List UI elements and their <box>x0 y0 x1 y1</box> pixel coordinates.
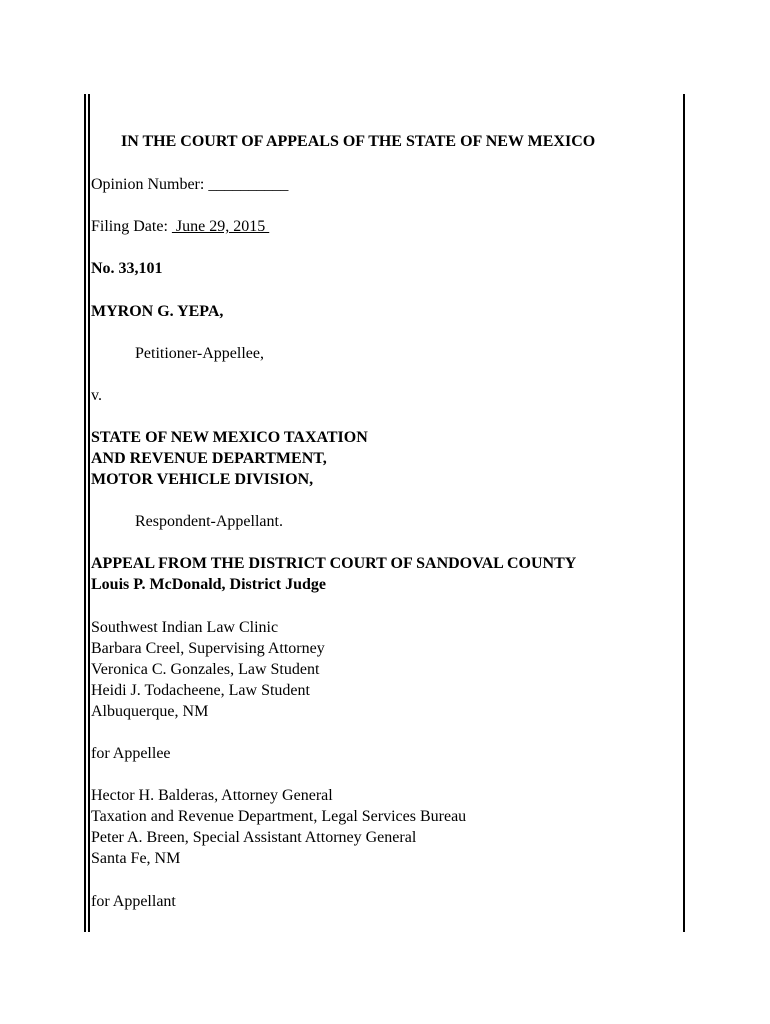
versus: v. <box>91 387 102 404</box>
district-judge: Louis P. McDonald, District Judge <box>91 576 326 593</box>
opinion-number-value: __________ <box>208 176 289 193</box>
appellee-counsel-line: Barbara Creel, Supervising Attorney <box>91 640 325 657</box>
petitioner-role: Petitioner-Appellee, <box>135 345 264 362</box>
appellee-counsel-line: Albuquerque, NM <box>91 703 209 720</box>
for-appellee: for Appellee <box>91 745 171 762</box>
appellant-counsel-line: Peter A. Breen, Special Assistant Attorney General <box>91 829 417 846</box>
right-margin-rule <box>683 94 685 932</box>
appellant-counsel-line: Santa Fe, NM <box>91 850 181 867</box>
appellee-counsel-line: Veronica C. Gonzales, Law Student <box>91 661 320 678</box>
opinion-number-label: Opinion Number: <box>91 176 205 193</box>
left-margin-rule-outer <box>84 94 86 932</box>
case-number: No. 33,101 <box>91 260 163 277</box>
petitioner-name: MYRON G. YEPA, <box>91 303 224 320</box>
for-appellant: for Appellant <box>91 893 176 910</box>
respondent-name-line-3: MOTOR VEHICLE DIVISION, <box>91 471 314 488</box>
appeal-from: APPEAL FROM THE DISTRICT COURT OF SANDOVAL COUNTY <box>91 555 577 572</box>
opinion-number-line <box>91 174 288 195</box>
appellee-counsel-line: Southwest Indian Law Clinic <box>91 619 279 636</box>
filing-date-value: June 29, 2015 <box>171 218 270 235</box>
appellant-counsel-line: Taxation and Revenue Department, Legal Services Bureau <box>91 808 467 825</box>
appellee-counsel-line: Heidi J. Todacheene, Law Student <box>91 682 310 699</box>
left-margin-rule-inner <box>88 94 90 932</box>
respondent-name-line-2: AND REVENUE DEPARTMENT, <box>91 450 327 467</box>
appellant-counsel-line: Hector H. Balderas, Attorney General <box>91 787 333 804</box>
respondent-name-line-1: STATE OF NEW MEXICO TAXATION <box>91 429 368 446</box>
filing-date-line <box>91 216 269 237</box>
court-title: IN THE COURT OF APPEALS OF THE STATE OF NEW MEXICO <box>121 133 596 150</box>
respondent-role: Respondent-Appellant. <box>135 513 283 530</box>
filing-date-label: Filing Date: <box>91 218 168 235</box>
